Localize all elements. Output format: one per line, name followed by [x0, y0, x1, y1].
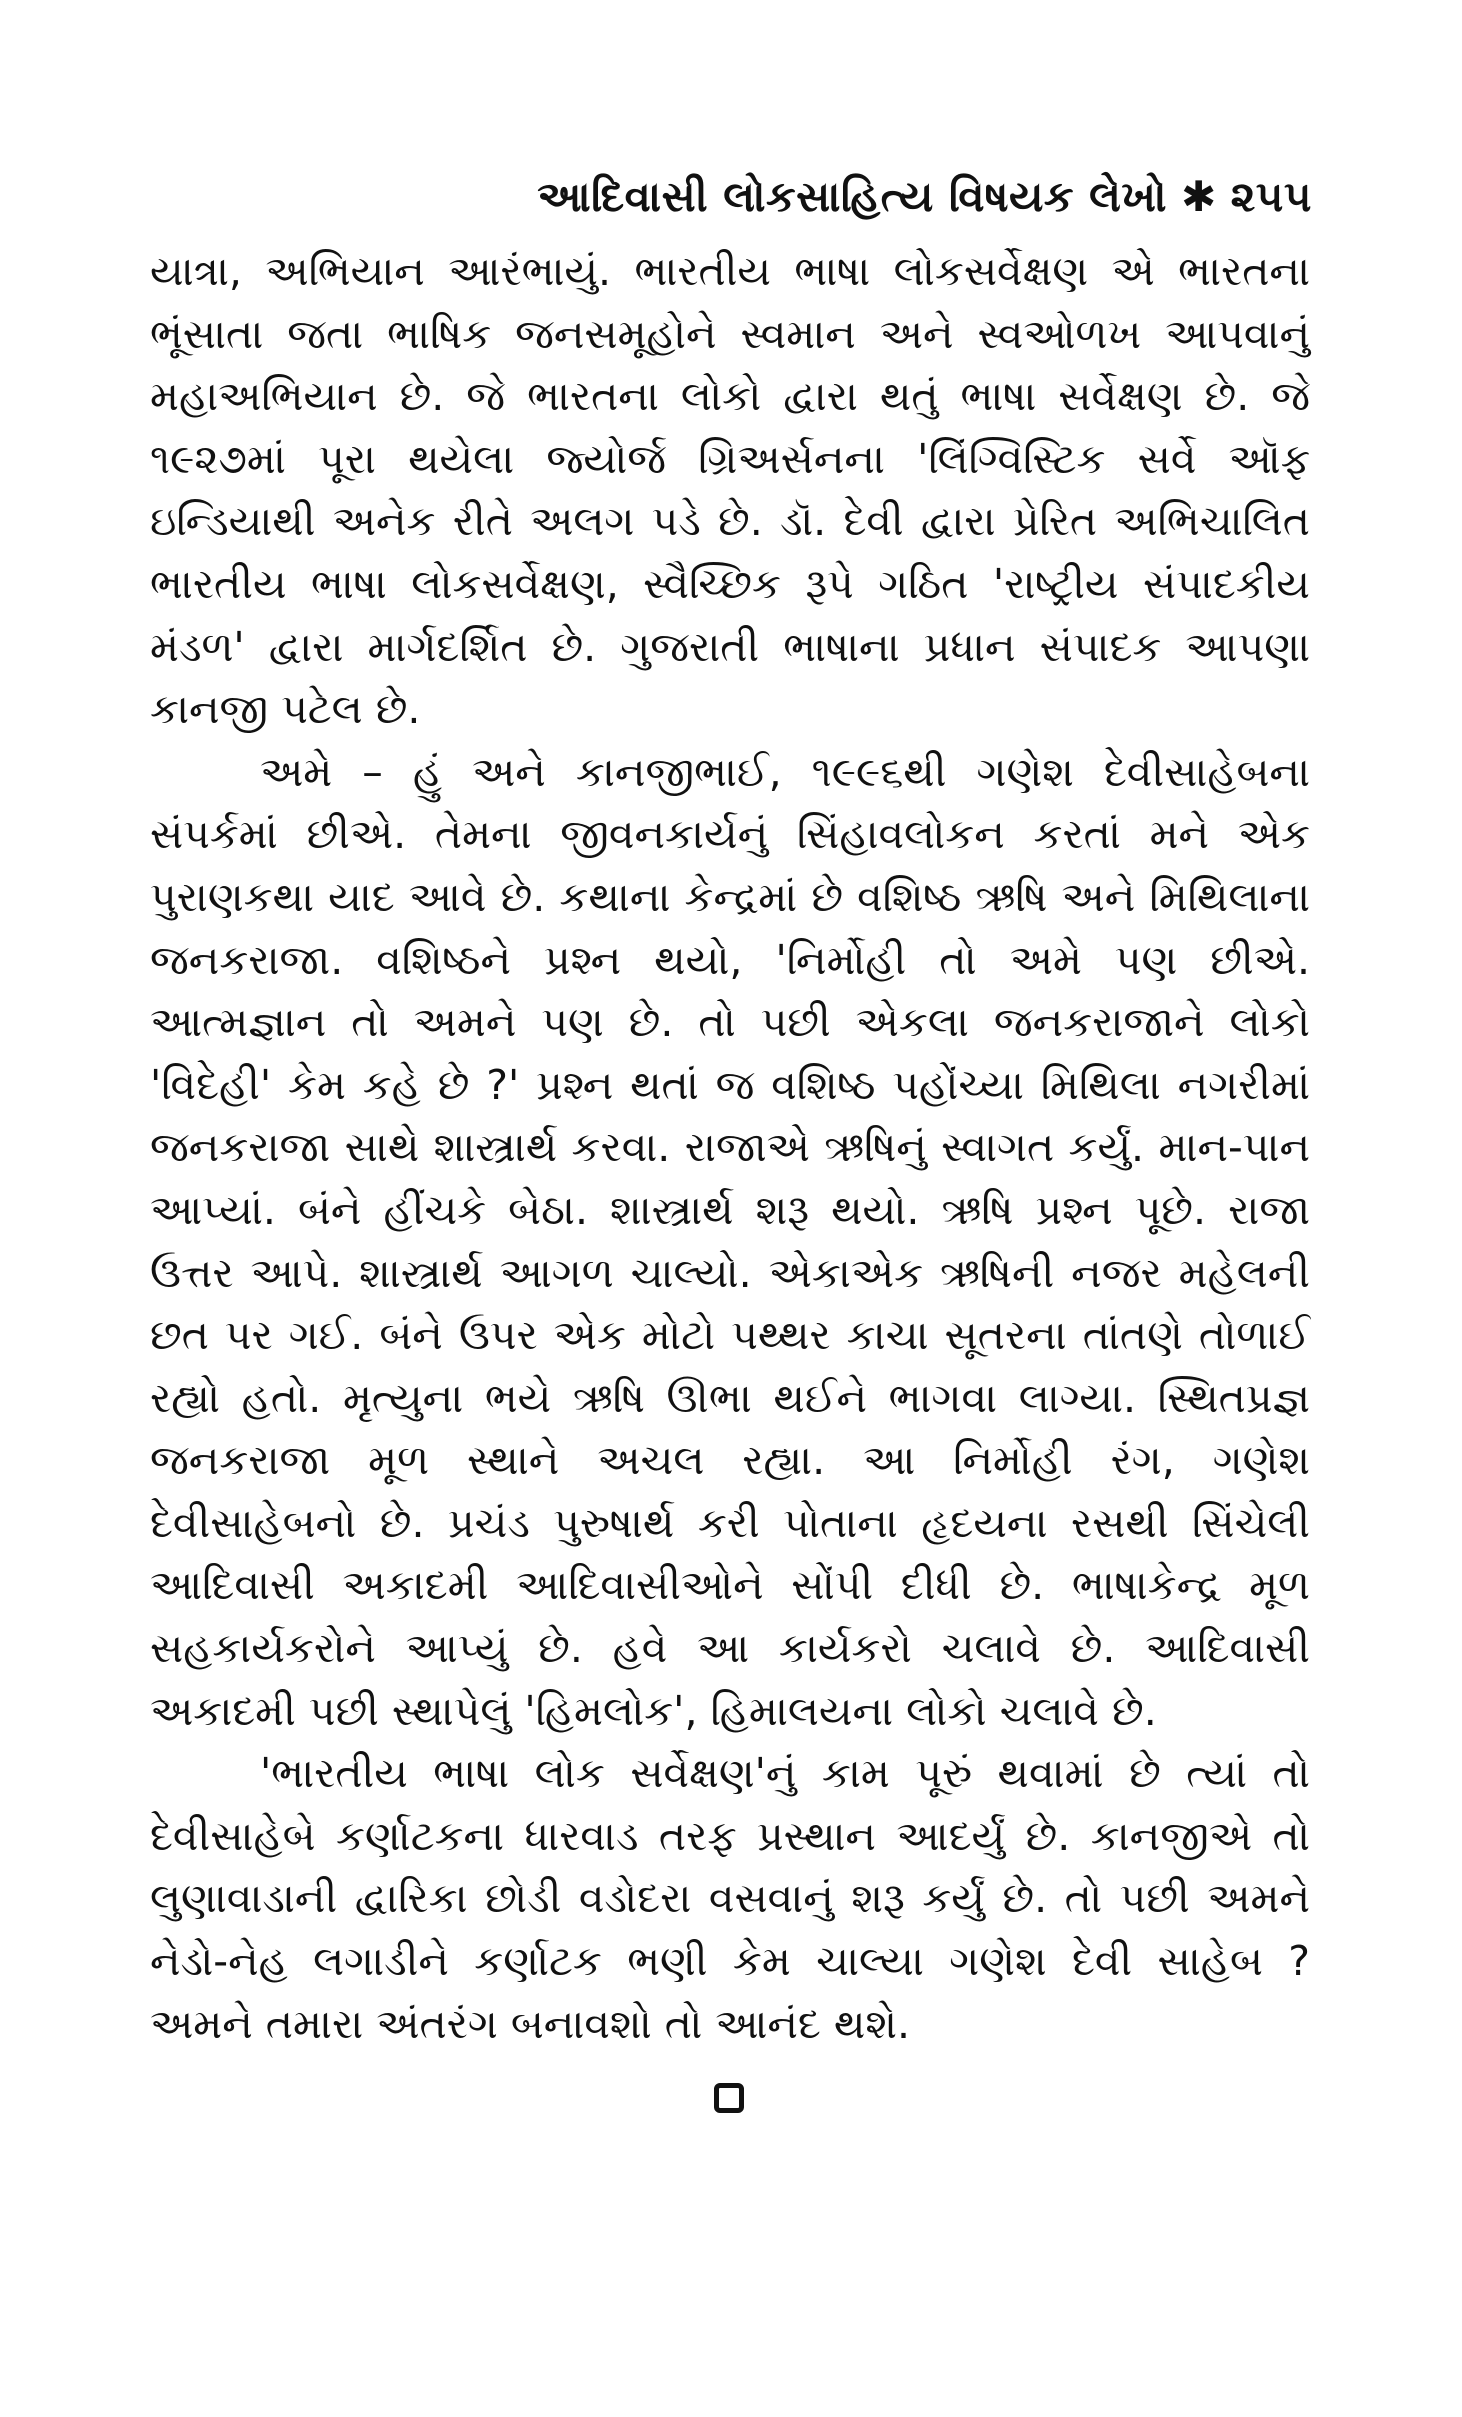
paragraph-3: 'ભારતીય ભાષા લોક સર્વેક્ષણ'નું કામ પૂરું થવામાં છે ત્યાં તો દેવીસાહેબે કર્ણાટકના ધારવાડ તરફ પ્રસ્થાન આદર્યું છે. કાનજીએ તો લુણાવાડાની દ્વારિકા છોડી વડોદરા વસવાનું શરૂ કર્યું છે. તો પછી અમને નેડો-નેહ લગાડીને કર્ણાટક ભણી કેમ ચાલ્યા ગણેશ દેવી સાહેબ ? અમને તમારા અંતરંગ બનાવશો તો આનંદ થશે.: [150, 1749, 1310, 2048]
running-header: [537, 172, 1312, 222]
header-title: આદિવાસી લોકસાહિત્ય વિષયક લેખો: [537, 172, 1167, 221]
end-of-article-square-icon: [714, 2083, 744, 2113]
page-number: ૨૫૫: [1230, 172, 1312, 221]
header-separator-icon: ✱: [1180, 172, 1217, 221]
paragraph-2: અમે – હું અને કાનજીભાઈ, ૧૯૯૬થી ગણેશ દેવીસાહેબના સંપર્કમાં છીએ. તેમના જીવનકાર્યનું સિંહાવલોકન કરતાં મને એક પુરાણકથા યાદ આવે છે. કથાના કેન્દ્રમાં છે વશિષ્ઠ ઋષિ અને મિથિલાના જનકરાજા. વશિષ્ઠને પ્રશ્ન થયો, 'નિર્મોહી તો અમે પણ છીએ. આત્મજ્ઞાન તો અમને પણ છે. તો પછી એકલા જનકરાજાને લોકો 'વિદેહી' કેમ કહે છે ?' પ્રશ્ન થતાં જ વશિષ્ઠ પહોંચ્યા મિથિલા નગરીમાં જનકરાજા સાથે શાસ્ત્રાર્થ કરવા. રાજાએ ઋષિનું સ્વાગત કર્યું. માન-પાન આપ્યાં. બંને હીંચકે બેઠા. શાસ્ત્રાર્થ શરૂ થયો. ઋષિ પ્રશ્ન પૂછે. રાજા ઉત્તર આપે. શાસ્ત્રાર્થ આગળ ચાલ્યો. એકાએક ઋષિની નજર મહેલની છત પર ગઈ. બંને ઉપર એક મોટો પથ્થર કાચા સૂતરના તાંતણે તોળાઈ રહ્યો હતો. મૃત્યુના ભયે ઋષિ ઊભા થઈને ભાગવા લાગ્યા. સ્થિતપ્રજ્ઞ જનકરાજા મૂળ સ્થાને અચલ રહ્યા. આ નિર્મોહી રંગ, ગણેશ દેવીસાહેબનો છે. પ્રચંડ પુરુષાર્થ કરી પોતાના હૃદયના રસથી સિંચેલી આદિવાસી અકાદમી આદિવાસીઓને સોંપી દીધી છે. ભાષાકેન્દ્ર મૂળ સહકાર્યકરોને આપ્યું છે. હવે આ કાર્યકરો ચલાવે છે. આદિવાસી અકાદમી પછી સ્થાપેલું 'હિમલોક', હિમાલયના લોકો ચલાવે છે.: [150, 747, 1310, 1735]
article-body: [150, 240, 1310, 2055]
paragraph-1: યાત્રા, અભિયાન આરંભાયું. ભારતીય ભાષા લોકસર્વેક્ષણ એ ભારતના ભૂંસાતા જતા ભાષિક જનસમૂહોને સ્વમાન અને સ્વઓળખ આપવાનું મહાઅભિયાન છે. જે ભારતના લોકો દ્વારા થતું ભાષા સર્વેક્ષણ છે. જે ૧૯૨૭માં પૂરા થયેલા જ્યોર્જ ગ્રિઅર્સનના 'લિંગ્વિસ્ટિક સર્વે ઑફ ઇન્ડિયાથી અનેક રીતે અલગ પડે છે. ડૉ. દેવી દ્વારા પ્રેરિત અભિચાલિત ભારતીય ભાષા લોકસર્વેક્ષણ, સ્વૈચ્છિક રૂપે ગઠિત 'રાષ્ટ્રીય સંપાદકીય મંડળ' દ્વારા માર્ગદર્શિત છે. ગુજરાતી ભાષાના પ્રધાન સંપાદક આપણા કાનજી પટેલ છે.: [150, 247, 1310, 734]
